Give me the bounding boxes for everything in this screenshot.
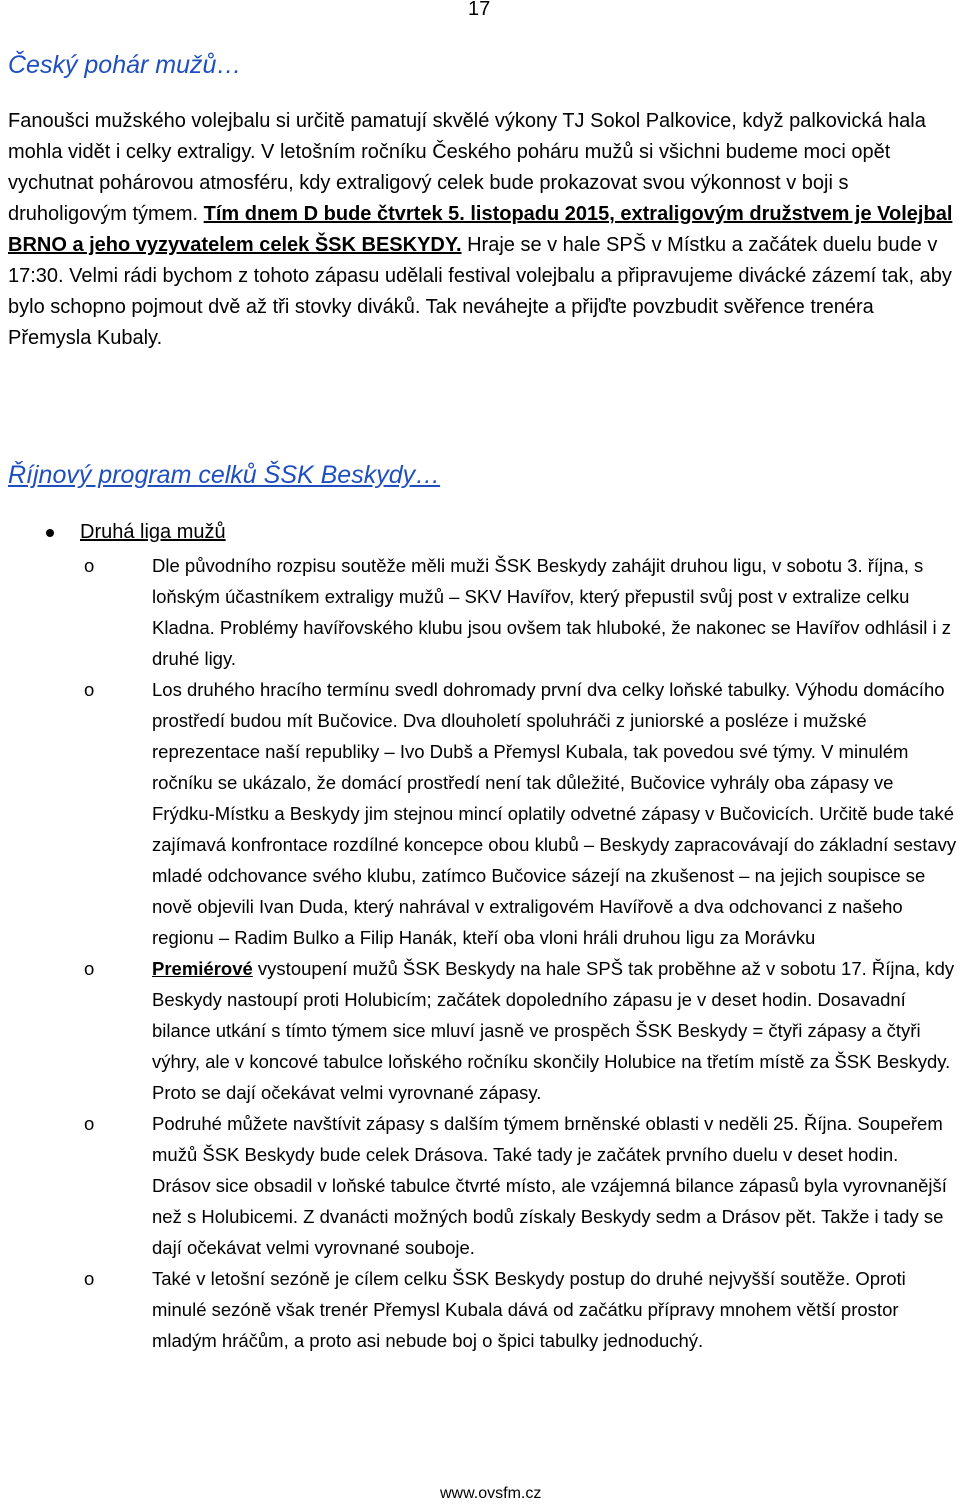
intro-text-start: Fanoušci mužského volejbalu si určitě pamatují skvělé výkony TJ Sokol Palkovice, když palkovická hala mohla vidět i celky extraligy. V letošním ročníku Českého poháru mužů si všichni budeme moci opět vychutnat pohárovou atmosféru, kdy extraligový celek bude prokazovat svou výkonnost v boji s druholigovým týmem. [8,110,926,225]
list-item [0,674,960,953]
intro-paragraph [8,106,953,354]
list-item-rest: vystoupení mužů ŠSK Beskydy na hale SPŠ tak proběhne až v sobotu 17. Října, kdy Beskydy nastoupí proti Holubicím; začátek dopoledního zápasu je v deset hodin. Dosavadní bilance utkání s tímto týmem sice mluví jasně ve prospěch ŠSK Beskydy = čtyři zápasy a čtyři výhry, ale v koncové tabulce loňského ročníku skončily Holubice na třetím místě za ŠSK Beskydy. Proto se dají očekávat velmi vyrovnané zápasy. [152,958,955,1103]
list-item-text: Také v letošní sezóně je cílem celku ŠSK Beskydy postup do druhé nejvyšší soutěže. Oproti minulé sezóně však trenér Přemysl Kubala dává od začátku přípravy mnohem větší prostor mladým hráčům, a proto asi nebude boj o špici tabulky jednoduchý. [152,1268,906,1351]
circle-bullet-icon: o [84,679,95,700]
section-title-rijnovy-program: Říjnový program celků ŠSK Beskydy… [8,461,441,489]
intro-text-end: Hraje se v hale SPŠ v Místku a začátek duelu bude v 17:30. Velmi rádi bychom z tohoto zápasu udělali festival volejbalu a připravujeme divácké zázemí tak, aby bylo schopno pojmout dvě až tři stovky diváků. Tak neváhejte a přijďte povzbudit svěřence trenéra Přemysla Kubaly. [8,234,952,349]
list-item [0,1263,960,1356]
list-item-lead: Premiérové [152,958,253,979]
intro-highlight: Tím dnem D bude čtvrtek 5. listopadu 2015, extraligovým družstvem je Volejbal BRNO a jeho vyzyvatelem celek ŠSK BESKYDY. [8,203,953,256]
list-item-text: Dle původního rozpisu soutěže měli muži ŠSK Beskydy zahájit druhou ligu, v sobotu 3. října, s loňským účastníkem extraligy mužů – SKV Havířov, který přepustil svůj post v extralize celku Kladna. Problémy havířovského klubu jsou ovšem tak hluboké, že nakonec se Havířov odhlásil i z druhé ligy. [152,555,952,669]
list-item [0,550,960,674]
circle-bullet-icon: o [84,958,95,979]
bullet-dot-icon [46,529,54,537]
circle-bullet-icon: o [84,1113,95,1134]
list-item-text [152,953,960,1108]
list-item-text: Podruhé můžete navštívit zápasy s dalším týmem brněnské oblasti v neděli 25. Října. Soupeřem mužů ŠSK Beskydy bude celek Drásova. Také tady je začátek prvního duelu v deset hodin. Drásov sice obsadil v loňské tabulce čtvrté místo, ale vzájemná bilance zápasů byla vyrovnanější než s Holubicemi. Z dvanácti možných bodů získaly Beskydy sedm a Drásov pět. Takže i tady se dají očekávat velmi vyrovnané souboje. [152,1113,947,1258]
list-item-text: Los druhého hracího termínu svedl dohromady první dva celky loňské tabulky. Výhodu domácího prostředí budou mít Bučovice. Dva dlouholetí spoluhráči z juniorské a posléze i mužské reprezentace naší republiky – Ivo Dubš a Přemysl Kubala, tak povedou své týmy. V minulém ročníku se ukázalo, že domácí prostředí není tak důležité, Bučovice vyhrály oba zápasy ve Frýdku-Místku a Beskydy jim stejnou mincí oplatily odvetné zápasy v Bučovicích. Určitě bude také zajímavá konfrontace rozdílné koncepce obou klubů – Beskydy zapracovávají do základní sestavy mladé odchovance svého klubu, zatímco Bučovice sázejí na zkušenost – na jejich soupisce se nově objevili Ivan Duda, který nahrával v extraligovém Havířově a dva odchovanci z našeho regionu – Radim Bulko a Filip Hanák, kteří oba vloni hráli druhou ligu za Morávku [152,679,957,948]
list-item [0,953,960,1108]
sub-list [0,550,960,1356]
page-number: 17 [468,0,491,20]
list-item [0,1108,960,1263]
footer-url: www.ovsfm.cz [440,1485,542,1502]
bullet-label: Druhá liga mužů [80,521,226,543]
circle-bullet-icon: o [84,1268,95,1289]
section-title-cesky-pohar: Český pohár mužů… [8,51,242,79]
circle-bullet-icon: o [84,555,95,576]
